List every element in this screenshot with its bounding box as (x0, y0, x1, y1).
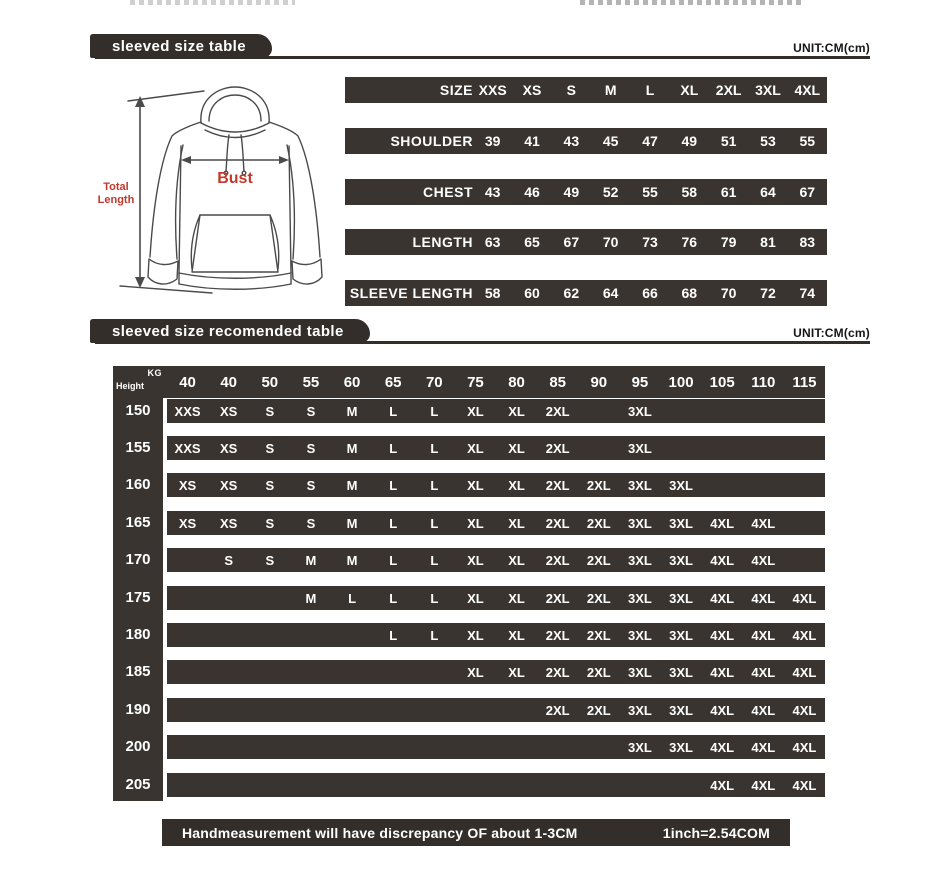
weight-header-cell: 95 (631, 373, 649, 391)
size-value: 58 (681, 184, 698, 200)
matrix-cell: 4XL (710, 664, 735, 680)
matrix-cell: 4XL (751, 664, 776, 680)
matrix-cell: XL (467, 664, 484, 680)
matrix-cell: S (306, 440, 316, 456)
matrix-cell: 4XL (792, 664, 817, 680)
weight-header-cell: 85 (549, 373, 567, 391)
matrix-cell: M (305, 552, 317, 568)
height-label: 190 (125, 701, 151, 718)
matrix-cell: 2XL (586, 515, 611, 531)
size-value: 58 (484, 285, 501, 301)
matrix-cell: 4XL (710, 552, 735, 568)
weight-header-cell: 60 (343, 373, 361, 391)
matrix-row (167, 660, 825, 684)
hoodie-outline (148, 87, 322, 289)
matrix-cell: 4XL (792, 627, 817, 643)
height-label: 180 (125, 626, 151, 643)
size-row-values (473, 285, 827, 301)
matrix-cell: 2XL (586, 590, 611, 606)
matrix-row (167, 773, 825, 797)
matrix-cell: XL (508, 552, 525, 568)
matrix-cell: 3XL (669, 702, 693, 718)
size-table-row (345, 77, 827, 103)
height-label: 170 (125, 551, 151, 568)
size-value: 49 (681, 133, 698, 149)
weight-header-cell: 115 (792, 373, 817, 391)
height-label: 160 (125, 476, 151, 493)
size-value: 72 (760, 285, 776, 301)
matrix-cell: XXS (174, 403, 201, 419)
matrix-cell: XL (467, 590, 484, 606)
matrix-cell: 2XL (586, 477, 611, 493)
matrix-cell: L (389, 590, 398, 606)
height-label: 200 (125, 738, 151, 755)
size-value: 41 (524, 133, 540, 149)
section1-title: sleeved size table (112, 37, 246, 55)
section2-title: sleeved size recomended table (112, 322, 344, 340)
height-label: 205 (125, 776, 151, 793)
total-length-label-line2: Length (97, 194, 135, 206)
size-value: 70 (720, 285, 737, 301)
matrix-cell: XL (508, 477, 525, 493)
size-value: 46 (524, 184, 540, 200)
matrix-cell: 3XL (628, 477, 652, 493)
matrix-cell: 2XL (545, 515, 570, 531)
section1-title-tab (90, 34, 272, 58)
size-row-values (473, 82, 827, 98)
footer-note-text: Handmeasurement will have discrepancy OF about 1-3CM (182, 824, 578, 841)
bust-arrow (181, 156, 289, 164)
matrix-cell: XL (467, 515, 484, 531)
matrix-row (167, 623, 825, 647)
matrix-height-column (113, 366, 163, 801)
weight-header-cell: 55 (302, 373, 320, 391)
size-value: 52 (602, 184, 619, 200)
size-table-row (345, 280, 827, 306)
size-row-values (473, 184, 827, 200)
matrix-cell: L (430, 440, 439, 456)
matrix-cell: XS (220, 440, 238, 456)
matrix-cell: S (224, 552, 234, 568)
height-label: 150 (125, 402, 151, 419)
matrix-cell: XS (220, 477, 238, 493)
matrix-cell: S (306, 477, 316, 493)
matrix-cell: 2XL (545, 627, 570, 643)
size-value: 55 (799, 133, 816, 149)
footer-note-bar (162, 819, 790, 846)
weight-header-cell: 75 (467, 373, 484, 391)
matrix-cell: S (265, 515, 275, 531)
weight-header-cell: 70 (425, 373, 443, 391)
section2-unit-label: UNIT:CM(cm) (793, 326, 870, 340)
matrix-cell: M (346, 515, 358, 531)
matrix-cell: 2XL (545, 702, 570, 718)
matrix-row (167, 735, 825, 759)
matrix-cell: XL (508, 440, 525, 456)
size-value: XL (680, 82, 699, 98)
size-table-row (345, 179, 827, 205)
matrix-cell: M (346, 440, 358, 456)
matrix-cell: 2XL (545, 477, 570, 493)
matrix-cell: 3XL (628, 590, 652, 606)
matrix-cell: XL (467, 403, 484, 419)
matrix-cell: XL (508, 627, 525, 643)
size-value: 45 (602, 133, 619, 149)
size-row-label: LENGTH (412, 234, 473, 250)
matrix-cell: L (389, 515, 398, 531)
matrix-cell: L (348, 590, 357, 606)
matrix-cell: 4XL (710, 777, 735, 793)
matrix-cell: L (389, 477, 398, 493)
size-value: 81 (760, 234, 776, 250)
matrix-cell: XL (508, 664, 525, 680)
size-value: L (645, 82, 655, 98)
matrix-cell: 3XL (628, 739, 652, 755)
size-value: 79 (720, 234, 737, 250)
size-value: 51 (720, 133, 737, 149)
matrix-row (167, 511, 825, 535)
size-value: 76 (681, 234, 698, 250)
size-value: 63 (484, 234, 501, 250)
size-value: 61 (720, 184, 737, 200)
size-value: 67 (563, 234, 580, 250)
matrix-cell: L (389, 403, 398, 419)
section1-unit-label: UNIT:CM(cm) (793, 41, 870, 55)
total-length-arrow (120, 91, 212, 293)
matrix-cell: M (346, 552, 358, 568)
matrix-cell: L (430, 403, 439, 419)
matrix-cell: 4XL (751, 702, 776, 718)
matrix-cell: S (265, 477, 275, 493)
matrix-cell: L (389, 440, 398, 456)
size-value: 4XL (794, 82, 821, 98)
size-value: 55 (642, 184, 658, 200)
matrix-cell: 4XL (751, 777, 776, 793)
matrix-cell: XL (467, 627, 484, 643)
matrix-cell: 3XL (669, 477, 693, 493)
size-value: 68 (681, 285, 698, 301)
matrix-cell: XS (220, 403, 238, 419)
matrix-cell: 3XL (669, 739, 693, 755)
matrix-cell: XS (220, 515, 238, 531)
size-table-row (345, 128, 827, 154)
matrix-cell: 4XL (710, 515, 735, 531)
matrix-cell: 4XL (710, 590, 735, 606)
height-label: 185 (125, 663, 151, 680)
matrix-cell: 3XL (628, 552, 652, 568)
size-value: 53 (760, 133, 776, 149)
cropped-text-remnant-left (130, 0, 295, 5)
matrix-cell: 2XL (586, 552, 611, 568)
matrix-cell: L (430, 627, 439, 643)
matrix-row (167, 436, 825, 460)
matrix-cell: 4XL (751, 552, 776, 568)
matrix-cell: 2XL (545, 403, 570, 419)
matrix-cell: XL (467, 440, 484, 456)
weight-header-cell: 90 (590, 373, 608, 391)
weight-header-cell: 110 (751, 373, 776, 391)
weight-header-cell: 50 (261, 373, 279, 391)
matrix-cell: M (305, 590, 317, 606)
matrix-cell: XL (508, 403, 525, 419)
height-label: 155 (125, 439, 151, 456)
matrix-cell: S (265, 552, 275, 568)
weight-header-cell: 80 (508, 373, 525, 391)
matrix-cell: 4XL (751, 515, 776, 531)
size-row-label: SLEEVE LENGTH (349, 285, 473, 301)
size-value: 3XL (755, 82, 781, 98)
size-value: 43 (563, 133, 580, 149)
height-label: 165 (125, 514, 151, 531)
matrix-cell: L (389, 627, 398, 643)
matrix-cell: 2XL (586, 627, 611, 643)
matrix-cell: XL (467, 552, 484, 568)
matrix-cell: L (430, 477, 439, 493)
matrix-cell: 3XL (628, 515, 652, 531)
size-value: M (604, 82, 617, 98)
size-value: XS (522, 82, 542, 98)
matrix-row (167, 586, 825, 610)
size-value: 67 (799, 184, 816, 200)
matrix-cell: 3XL (669, 590, 693, 606)
matrix-cell: M (346, 477, 358, 493)
matrix-cell: L (389, 552, 398, 568)
matrix-cell: XXS (174, 440, 201, 456)
matrix-cell: 2XL (586, 702, 611, 718)
matrix-row (167, 399, 825, 423)
matrix-cell: L (430, 590, 439, 606)
matrix-cell: XS (178, 515, 197, 531)
matrix-cell: 4XL (792, 590, 817, 606)
matrix-cell: 3XL (669, 515, 693, 531)
matrix-cell: S (306, 403, 316, 419)
size-row-label: CHEST (423, 184, 473, 200)
size-value: 49 (563, 184, 580, 200)
weight-header-cell: 105 (709, 373, 735, 391)
size-row-label: SHOULDER (390, 133, 473, 149)
matrix-cell: M (346, 403, 358, 419)
hoodie-diagram (86, 76, 338, 308)
weight-header-cell: 40 (220, 373, 238, 391)
matrix-cell: 3XL (669, 664, 693, 680)
matrix-cell: 3XL (628, 702, 652, 718)
matrix-corner-height-label: Height (116, 381, 144, 391)
matrix-cell: S (265, 403, 275, 419)
section2-title-tab (90, 319, 370, 343)
size-value: 47 (642, 133, 658, 149)
matrix-cell: 3XL (669, 627, 693, 643)
matrix-cell: 2XL (545, 440, 570, 456)
matrix-cell: 4XL (792, 702, 817, 718)
size-value: 65 (524, 234, 540, 250)
footer-conversion-text: 1inch=2.54COM (662, 824, 770, 841)
matrix-cell: 2XL (586, 664, 611, 680)
height-label: 175 (125, 589, 151, 606)
weight-header-cell: 65 (384, 373, 402, 391)
matrix-cell: 3XL (628, 627, 652, 643)
matrix-cell: 4XL (710, 702, 735, 718)
matrix-row (167, 698, 825, 722)
size-row-values (473, 234, 827, 250)
matrix-cell: XL (508, 590, 525, 606)
size-value: 70 (602, 234, 619, 250)
matrix-row (167, 473, 825, 497)
matrix-cell: S (306, 515, 316, 531)
matrix-cell: XL (467, 477, 484, 493)
matrix-cell: 4XL (792, 777, 817, 793)
size-value: 64 (760, 184, 776, 200)
matrix-row (167, 548, 825, 572)
size-row-label: SIZE (439, 82, 473, 98)
matrix-cell: 3XL (628, 403, 652, 419)
matrix-cell: XS (178, 477, 197, 493)
matrix-cell: 2XL (545, 664, 570, 680)
size-value: 2XL (715, 82, 742, 98)
matrix-cell: 2XL (545, 590, 570, 606)
matrix-cell: 2XL (545, 552, 570, 568)
size-value: 73 (642, 234, 658, 250)
bust-label: Bust (217, 170, 253, 187)
size-value: 83 (799, 234, 816, 250)
size-value: XXS (478, 82, 507, 98)
size-value: 39 (484, 133, 501, 149)
size-value: 62 (563, 285, 580, 301)
cropped-text-remnant-right (580, 0, 805, 5)
matrix-corner-kg-label: KG (147, 368, 162, 378)
matrix-cell: 4XL (751, 590, 776, 606)
matrix-cell: 4XL (751, 739, 776, 755)
matrix-cell: 3XL (628, 440, 652, 456)
weight-header-cell: 100 (668, 373, 694, 391)
weight-header-cell: 40 (179, 373, 196, 391)
size-value: 43 (484, 184, 501, 200)
total-length-label-line1: Total (103, 181, 129, 193)
size-row-values (473, 133, 827, 149)
matrix-cell: 3XL (628, 664, 652, 680)
size-table-row (345, 229, 827, 255)
matrix-cell: 3XL (669, 552, 693, 568)
size-value: 60 (524, 285, 540, 301)
matrix-weight-header-row (167, 366, 825, 398)
matrix-cell: 4XL (751, 627, 776, 643)
matrix-cell: XL (508, 515, 525, 531)
matrix-cell: 4XL (710, 627, 735, 643)
size-value: 64 (602, 285, 619, 301)
size-value: 74 (799, 285, 816, 301)
matrix-cell: L (430, 552, 439, 568)
matrix-cell: 4XL (710, 739, 735, 755)
size-value: S (566, 82, 576, 98)
matrix-cell: 4XL (792, 739, 817, 755)
matrix-cell: L (430, 515, 439, 531)
matrix-cell: S (265, 440, 275, 456)
size-value: 66 (642, 285, 658, 301)
